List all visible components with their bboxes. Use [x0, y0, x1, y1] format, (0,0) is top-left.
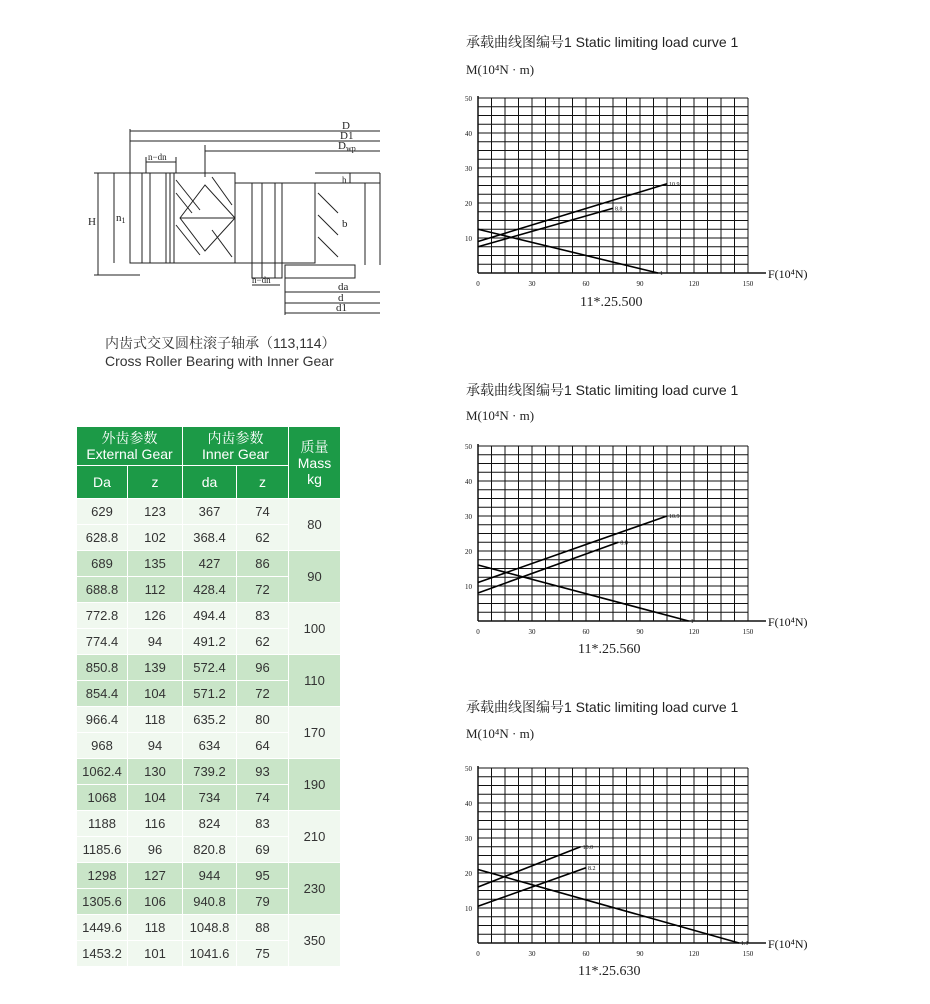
cell-z-external: 127	[128, 863, 183, 889]
series-label: 10.0	[582, 844, 594, 851]
cell-mass: 350	[289, 915, 341, 967]
x-tick-label: 0	[476, 950, 480, 958]
label-n1-sub: 1	[121, 216, 126, 225]
cell-da: 739.2	[183, 759, 237, 785]
curve-3-title: 承载曲线图编号1 Static limiting load curve 1	[466, 699, 739, 715]
header-mass-cn: 质量	[300, 438, 329, 455]
x-tick-label: 0	[476, 628, 480, 636]
cell-Da: 1449.6	[77, 915, 128, 941]
cell-z-external: 94	[128, 733, 183, 759]
cell-da: 367	[183, 499, 237, 525]
table-row	[77, 551, 341, 577]
cell-z-inner: 93	[237, 759, 289, 785]
cell-Da: 966.4	[77, 707, 128, 733]
cell-da: 572.4	[183, 655, 237, 681]
cell-z-inner: 86	[237, 551, 289, 577]
y-tick-label: 10	[465, 583, 472, 591]
cell-z-external: 118	[128, 707, 183, 733]
cell-z-inner: 72	[237, 577, 289, 603]
cell-da: 634	[183, 733, 237, 759]
cell-Da: 1062.4	[77, 759, 128, 785]
cell-da: 571.2	[183, 681, 237, 707]
caption-english: Cross Roller Bearing with Inner Gear	[105, 353, 334, 369]
series-label: 8.8	[615, 206, 623, 213]
table-row	[77, 811, 341, 837]
cell-z-inner: 64	[237, 733, 289, 759]
label-n1-main: n	[116, 212, 122, 224]
header-inner-gear-en: Inner Gear	[202, 446, 269, 462]
cell-mass: 210	[289, 811, 341, 863]
x-axis-label: F(10⁴N)	[768, 267, 808, 281]
label-D: D	[342, 120, 350, 132]
cell-z-external: 126	[128, 603, 183, 629]
curve-2-title: 承载曲线图编号1 Static limiting load curve 1	[466, 382, 739, 398]
cell-z-external: 118	[128, 915, 183, 941]
x-tick-label: 150	[742, 280, 754, 288]
x-tick-label: 120	[688, 280, 700, 288]
y-tick-label: 30	[465, 835, 472, 843]
cell-z-external: 123	[128, 499, 183, 525]
curve-1-chart	[450, 88, 820, 293]
x-tick-label: 90	[636, 628, 644, 636]
series-label: 8.2	[588, 865, 596, 872]
header-Da: Da	[77, 466, 128, 499]
cell-da: 491.2	[183, 629, 237, 655]
series-label: 10.9	[669, 181, 680, 188]
curve-2-ylabel: M(10⁴N · m)	[466, 408, 535, 423]
table-row	[77, 863, 341, 889]
cell-z-inner: 95	[237, 863, 289, 889]
header-z-external: z	[128, 466, 183, 499]
cell-z-inner: 74	[237, 499, 289, 525]
x-tick-label: 120	[688, 950, 700, 958]
table-row	[77, 499, 341, 525]
x-axis-label: F(10⁴N)	[768, 615, 808, 629]
cell-mass: 80	[289, 499, 341, 551]
label-da: da	[338, 281, 349, 293]
cell-z-inner: 74	[237, 785, 289, 811]
cell-z-external: 102	[128, 525, 183, 551]
series-label: 8.8	[620, 540, 628, 547]
cell-Da: 1185.6	[77, 837, 128, 863]
cell-da: 824	[183, 811, 237, 837]
cell-z-external: 106	[128, 889, 183, 915]
cell-da: 427	[183, 551, 237, 577]
x-tick-label: 150	[742, 950, 754, 958]
cell-mass: 190	[289, 759, 341, 811]
cell-z-external: 130	[128, 759, 183, 785]
curve-3-ylabel: M(10⁴N · m)	[466, 726, 535, 741]
label-d1: d1	[336, 302, 347, 314]
curve-1-ylabel: M(10⁴N · m)	[466, 62, 535, 77]
grid	[478, 98, 748, 273]
y-tick-label: 20	[465, 870, 472, 878]
cell-z-inner: 83	[237, 603, 289, 629]
table-row	[77, 759, 341, 785]
cell-mass: 90	[289, 551, 341, 603]
series-label: 10.9	[669, 514, 680, 520]
cell-Da: 774.4	[77, 629, 128, 655]
y-tick-label: 30	[465, 165, 472, 173]
series-line	[478, 542, 618, 593]
header-inner-gear-cn: 内齿参数	[207, 430, 264, 446]
series-label: 1	[660, 271, 663, 277]
cell-z-external: 104	[128, 785, 183, 811]
cell-z-external: 94	[128, 629, 183, 655]
label-n-dn-bottom: n−dn	[252, 275, 271, 285]
curve-3-chart	[450, 758, 820, 963]
cell-z-inner: 88	[237, 915, 289, 941]
y-tick-label: 50	[465, 443, 472, 451]
cell-z-external: 101	[128, 941, 183, 967]
gear-spec-table	[76, 426, 341, 967]
table-row	[77, 707, 341, 733]
label-Dwp-main: D	[338, 140, 346, 152]
cell-Da: 689	[77, 551, 128, 577]
cell-Da: 1298	[77, 863, 128, 889]
series-label: 1.1	[741, 941, 749, 947]
y-tick-label: 40	[465, 130, 472, 138]
label-Dwp-sub: wp	[345, 144, 356, 153]
grid	[478, 446, 748, 621]
cell-Da: 968	[77, 733, 128, 759]
cell-z-external: 96	[128, 837, 183, 863]
curve-2-code: 11*.25.560	[578, 642, 641, 657]
cell-da: 940.8	[183, 889, 237, 915]
cell-da: 734	[183, 785, 237, 811]
x-tick-label: 0	[476, 280, 480, 288]
y-tick-label: 20	[465, 548, 472, 556]
cell-z-inner: 96	[237, 655, 289, 681]
y-tick-label: 20	[465, 200, 472, 208]
table-row	[77, 915, 341, 941]
y-tick-label: 50	[465, 765, 472, 773]
cell-Da: 854.4	[77, 681, 128, 707]
header-mass-unit: kg	[307, 470, 322, 487]
x-tick-label: 150	[742, 628, 754, 636]
cell-z-external: 139	[128, 655, 183, 681]
cell-da: 368.4	[183, 525, 237, 551]
y-tick-label: 40	[465, 800, 472, 808]
cell-z-inner: 75	[237, 941, 289, 967]
header-external-gear-cn: 外齿参数	[101, 430, 158, 446]
label-b: b	[342, 218, 348, 230]
cell-z-inner: 72	[237, 681, 289, 707]
x-tick-label: 30	[528, 950, 536, 958]
curve-2-chart	[450, 436, 820, 641]
grid	[478, 768, 748, 943]
cell-Da: 772.8	[77, 603, 128, 629]
label-n1	[116, 212, 126, 225]
cell-z-inner: 62	[237, 525, 289, 551]
cell-mass: 230	[289, 863, 341, 915]
y-tick-label: 40	[465, 478, 472, 486]
cell-da: 944	[183, 863, 237, 889]
x-tick-label: 90	[636, 950, 644, 958]
cell-da: 1041.6	[183, 941, 237, 967]
x-tick-label: 60	[582, 280, 590, 288]
cell-Da: 1068	[77, 785, 128, 811]
header-mass-en: Mass	[297, 454, 332, 471]
label-D1: D1	[340, 130, 354, 142]
x-tick-label: 60	[582, 628, 590, 636]
table-body	[77, 499, 341, 967]
table-row	[77, 655, 341, 681]
x-tick-label: 30	[528, 280, 536, 288]
series-line	[478, 847, 581, 887]
y-tick-label: 50	[465, 95, 472, 103]
cell-mass: 110	[289, 655, 341, 707]
cell-da: 1048.8	[183, 915, 237, 941]
x-tick-label: 30	[528, 628, 536, 636]
bearing-cross-section-drawing	[80, 115, 400, 325]
cell-z-external: 104	[128, 681, 183, 707]
series-line	[478, 870, 739, 944]
cell-mass: 100	[289, 603, 341, 655]
header-inner-gear	[183, 427, 289, 466]
cell-mass: 170	[289, 707, 341, 759]
y-tick-label: 30	[465, 513, 472, 521]
label-n-dn-top: n−dn	[148, 152, 167, 162]
cell-Da: 1188	[77, 811, 128, 837]
y-tick-label: 10	[465, 905, 472, 913]
table-row	[77, 603, 341, 629]
header-mass	[289, 427, 341, 499]
cell-z-external: 116	[128, 811, 183, 837]
cell-z-inner: 80	[237, 707, 289, 733]
cell-da: 428.4	[183, 577, 237, 603]
cell-Da: 629	[77, 499, 128, 525]
cell-Da: 688.8	[77, 577, 128, 603]
cell-z-external: 112	[128, 577, 183, 603]
series-label: 1	[690, 619, 694, 625]
cell-z-inner: 62	[237, 629, 289, 655]
cell-da: 820.8	[183, 837, 237, 863]
cell-z-inner: 83	[237, 811, 289, 837]
cell-z-external: 135	[128, 551, 183, 577]
cell-z-inner: 79	[237, 889, 289, 915]
cell-Da: 1453.2	[77, 941, 128, 967]
x-tick-label: 120	[688, 628, 700, 636]
x-tick-label: 90	[636, 280, 644, 288]
cell-z-inner: 69	[237, 837, 289, 863]
header-external-gear-en: External Gear	[86, 446, 173, 462]
label-d: d	[338, 292, 344, 304]
curve-3-code: 11*.25.630	[578, 964, 641, 979]
cell-da: 494.4	[183, 603, 237, 629]
cell-Da: 850.8	[77, 655, 128, 681]
y-tick-label: 10	[465, 235, 472, 243]
x-tick-label: 60	[582, 950, 590, 958]
caption-chinese: 内齿式交叉圆柱滚子轴承（113,114）	[105, 335, 336, 351]
cell-da: 635.2	[183, 707, 237, 733]
x-axis-label: F(10⁴N)	[768, 937, 808, 951]
label-H: H	[88, 216, 96, 228]
header-external-gear	[77, 427, 183, 466]
curve-1-code: 11*.25.500	[580, 295, 643, 310]
cell-Da: 1305.6	[77, 889, 128, 915]
curve-1-title: 承载曲线图编号1 Static limiting load curve 1	[466, 34, 739, 50]
label-h: h	[342, 175, 347, 185]
header-z-inner: z	[237, 466, 289, 499]
cell-Da: 628.8	[77, 525, 128, 551]
header-da: da	[183, 466, 237, 499]
